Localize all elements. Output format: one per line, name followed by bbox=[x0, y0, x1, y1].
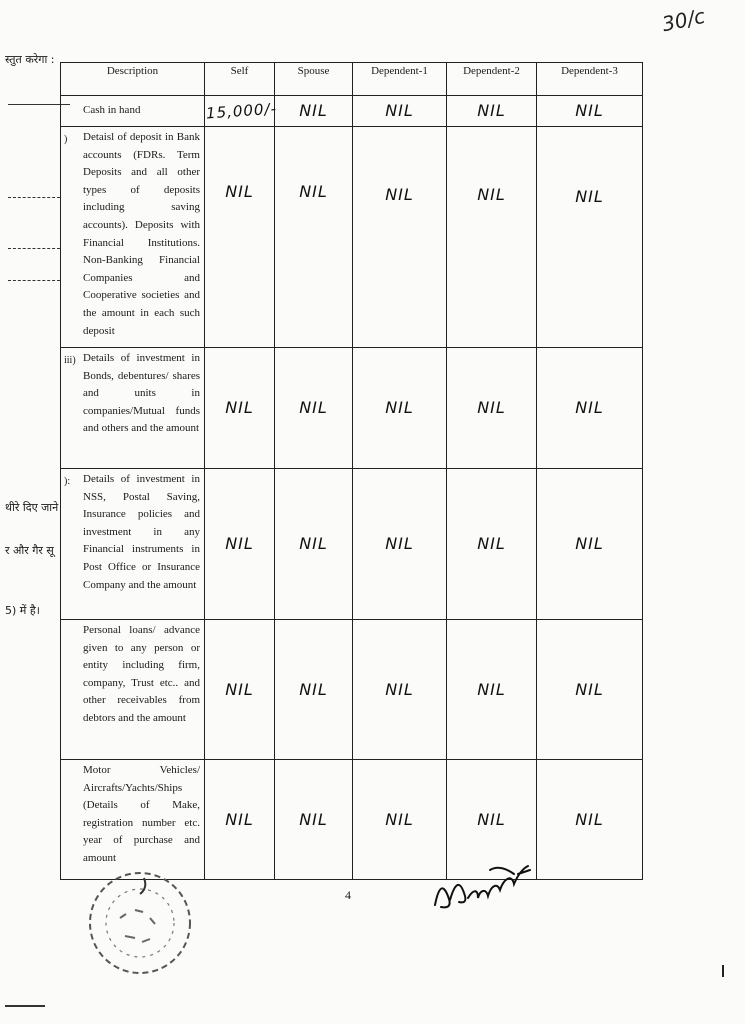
handwritten-value: NIL bbox=[575, 101, 604, 120]
handwritten-value: NIL bbox=[477, 398, 506, 417]
page-number: 4 bbox=[345, 888, 351, 902]
value-dependent-3 bbox=[537, 760, 643, 880]
official-stamp-icon bbox=[80, 858, 205, 983]
left-margin-note-3: 5) में है। bbox=[5, 604, 40, 617]
handwritten-value: NIL bbox=[385, 679, 414, 699]
signature-icon bbox=[430, 850, 550, 920]
handwritten-value: NIL bbox=[225, 534, 254, 553]
row-description bbox=[61, 620, 205, 760]
row-number: ): bbox=[64, 476, 71, 487]
handwritten-value: 15,000/- bbox=[205, 99, 278, 122]
handwritten-value: NIL bbox=[477, 101, 506, 120]
value-self bbox=[205, 348, 275, 469]
handwritten-value: NIL bbox=[575, 809, 604, 829]
value-dependent-3 bbox=[537, 348, 643, 469]
value-spouse bbox=[275, 96, 353, 127]
header-description: Description bbox=[61, 63, 205, 96]
left-margin-note-1: थीरे दिए जाने bbox=[5, 501, 59, 514]
header-spouse: Spouse bbox=[275, 63, 353, 96]
value-dependent-1 bbox=[353, 620, 447, 760]
value-dependent-3 bbox=[537, 96, 643, 127]
header-dependent-1: Dependent-1 bbox=[353, 63, 447, 96]
left-margin-note-top: स्तुत करेगा : bbox=[5, 53, 55, 66]
value-dependent-3 bbox=[537, 620, 643, 760]
handwritten-value: NIL bbox=[299, 809, 328, 829]
header-self: Self bbox=[205, 63, 275, 96]
value-self bbox=[205, 760, 275, 880]
row-description bbox=[61, 348, 205, 469]
value-spouse bbox=[275, 348, 353, 469]
handwritten-value: NIL bbox=[385, 534, 414, 553]
handwritten-value: NIL bbox=[575, 187, 604, 206]
handwritten-value: NIL bbox=[575, 398, 604, 417]
description-text: Personal loans/ advance given to any person or entity including firm, company, Trust etc.. and other receivables from debtors and the amount bbox=[83, 624, 200, 724]
row-description bbox=[61, 96, 205, 127]
handwritten-value: NIL bbox=[299, 534, 328, 553]
handwritten-value: NIL bbox=[477, 809, 506, 829]
value-self bbox=[205, 620, 275, 760]
handwritten-value: NIL bbox=[299, 398, 328, 417]
value-dependent-2 bbox=[447, 620, 537, 760]
handwritten-page-number: 30/c bbox=[659, 3, 708, 37]
header-dependent-3: Dependent-3 bbox=[537, 63, 643, 96]
handwritten-value: NIL bbox=[299, 182, 328, 201]
value-dependent-1 bbox=[353, 96, 447, 127]
edge-mark bbox=[722, 965, 724, 977]
value-dependent-1 bbox=[353, 469, 447, 620]
handwritten-value: NIL bbox=[225, 398, 254, 417]
table-row bbox=[61, 469, 643, 620]
handwritten-value: NIL bbox=[575, 534, 604, 553]
handwritten-value: NIL bbox=[225, 182, 254, 201]
handwritten-value: NIL bbox=[385, 101, 414, 120]
table-header-row bbox=[61, 63, 643, 96]
header-dependent-2: Dependent-2 bbox=[447, 63, 537, 96]
left-margin-line bbox=[8, 280, 60, 281]
handwritten-value: NIL bbox=[575, 679, 604, 699]
handwritten-value: NIL bbox=[477, 679, 506, 699]
value-dependent-3 bbox=[537, 469, 643, 620]
table-row bbox=[61, 127, 643, 348]
handwritten-value: NIL bbox=[225, 679, 254, 699]
value-dependent-2 bbox=[447, 127, 537, 348]
description-text: Details of investment in NSS, Postal Saving, Insurance policies and investment in any Financial instruments in Post Office or Insurance Company and the amount bbox=[83, 473, 200, 591]
handwritten-value: NIL bbox=[385, 185, 414, 204]
value-dependent-2 bbox=[447, 348, 537, 469]
handwritten-value: NIL bbox=[225, 809, 254, 829]
handwritten-value: NIL bbox=[385, 398, 414, 417]
description-text: Detaisl of deposit in Bank accounts (FDRs. Term Deposits and all other types of deposits including saving accounts). Deposits with Financial Institutions. Non-Banking Financial Companies and Cooperative societies and the amount in each such deposit bbox=[83, 131, 200, 337]
left-margin-line bbox=[8, 197, 60, 198]
value-dependent-1 bbox=[353, 348, 447, 469]
table-row bbox=[61, 96, 643, 127]
value-spouse bbox=[275, 469, 353, 620]
value-self bbox=[205, 469, 275, 620]
value-dependent-1 bbox=[353, 127, 447, 348]
handwritten-value: NIL bbox=[385, 809, 414, 829]
value-spouse bbox=[275, 127, 353, 348]
value-spouse bbox=[275, 620, 353, 760]
left-margin-note-2: र और गैर सू bbox=[5, 544, 54, 557]
value-self bbox=[205, 96, 278, 127]
value-dependent-2 bbox=[447, 469, 537, 620]
left-margin-line bbox=[8, 248, 60, 249]
table-row bbox=[61, 348, 643, 469]
row-description bbox=[61, 127, 205, 348]
handwritten-value: NIL bbox=[477, 185, 506, 204]
bottom-edge-line bbox=[5, 1005, 45, 1007]
handwritten-value: NIL bbox=[477, 534, 506, 553]
row-number: ) bbox=[64, 134, 68, 145]
description-text: Motor Vehicles/ Aircrafts/Yachts/Ships (Details of Make, registration number etc. year of purchase and amount bbox=[83, 764, 200, 864]
row-description bbox=[61, 469, 205, 620]
value-dependent-2 bbox=[447, 96, 537, 127]
row-number: iii) bbox=[64, 355, 76, 366]
value-spouse bbox=[275, 760, 353, 880]
value-dependent-3 bbox=[537, 127, 643, 348]
assets-declaration-table bbox=[60, 62, 643, 880]
handwritten-value: NIL bbox=[299, 101, 328, 120]
handwritten-value: NIL bbox=[299, 679, 328, 699]
value-self bbox=[205, 127, 275, 348]
description-text: Details of investment in Bonds, debentures/ shares and units in companies/Mutual funds and others and the amount bbox=[83, 352, 200, 435]
description-text: Cash in hand bbox=[83, 104, 141, 117]
table-row bbox=[61, 620, 643, 760]
